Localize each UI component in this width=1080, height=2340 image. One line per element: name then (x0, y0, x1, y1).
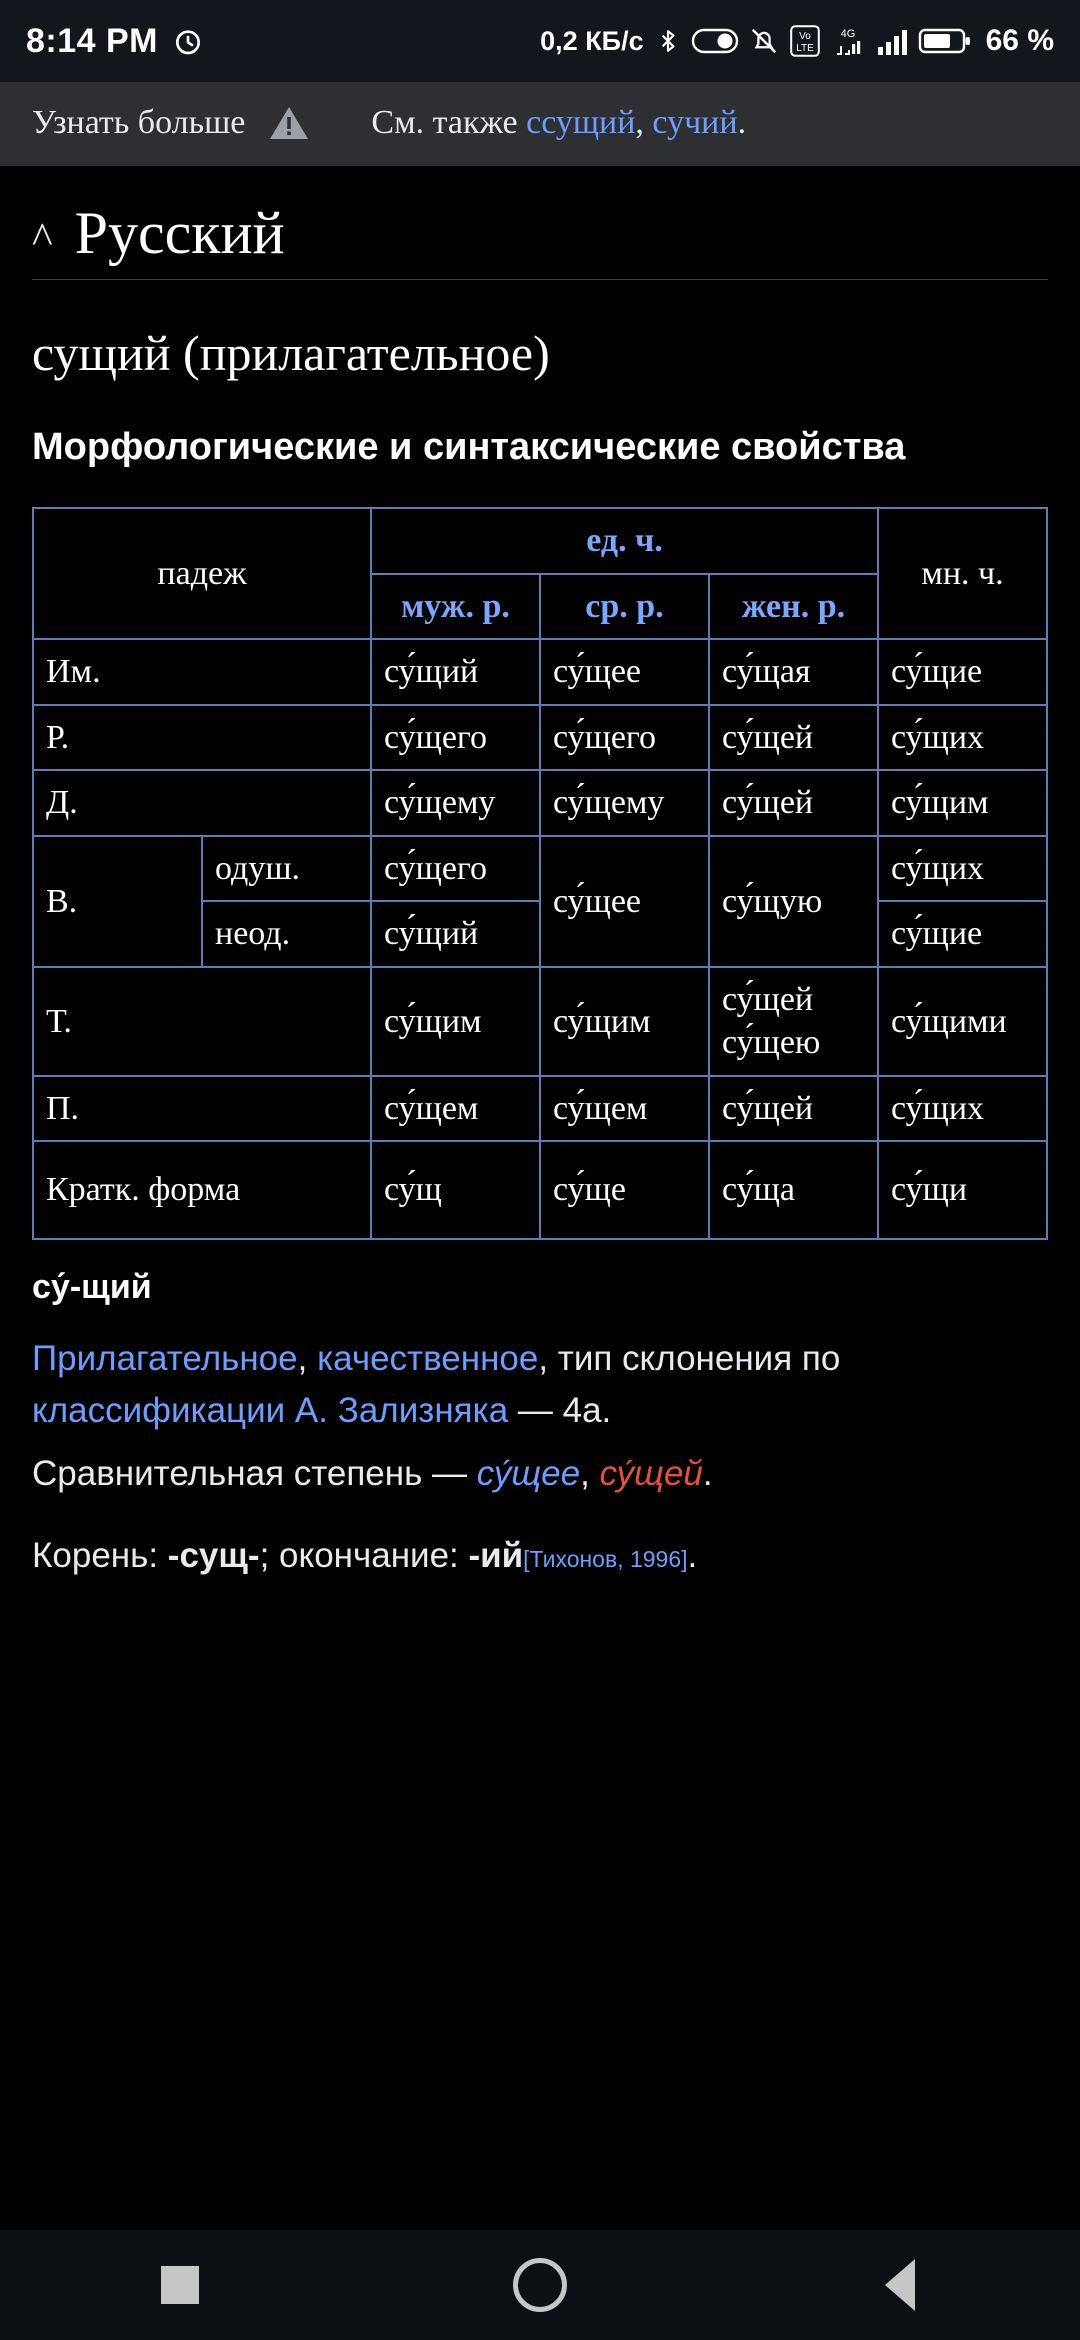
cell-acc-fem: су́щую (709, 836, 878, 967)
4g-lte-icon (831, 24, 865, 58)
see-also-link-2[interactable]: сучий (652, 104, 738, 141)
alarm-icon (172, 25, 204, 57)
table-row (33, 1141, 1047, 1239)
web-content[interactable] (0, 82, 1080, 2230)
language-section-heading[interactable] (32, 166, 1048, 280)
header-singular: ед. ч. (371, 508, 878, 574)
hyphenation-label: су́-щий (32, 1267, 152, 1306)
home-circle-icon (513, 2258, 567, 2312)
cell-acc-neut: су́щее (540, 836, 709, 967)
see-also-prefix: См. также (371, 104, 527, 141)
grammar-description-paragraph (0, 1307, 1010, 1438)
cell-nom-fem: су́щая (709, 639, 878, 705)
comparative-label: Сравнительная степень — (32, 1453, 477, 1493)
row-case-prepositional: П. (33, 1076, 371, 1142)
data-rate-label: 0,2 КБ/с (540, 25, 644, 56)
cell-gen-masc: су́щего (371, 705, 540, 771)
cell-prep-masc: су́щем (371, 1076, 540, 1142)
row-case-dative: Д. (33, 770, 371, 836)
header-plural: мн. ч. (878, 508, 1047, 639)
cell-dat-neut: су́щему (540, 770, 709, 836)
qualitative-link[interactable]: качественное (317, 1338, 539, 1378)
cell-dat-masc: су́щему (371, 770, 540, 836)
recents-square-icon (161, 2266, 199, 2304)
status-clock: 8:14 PM (26, 21, 158, 60)
header-masculine: муж. р. (371, 574, 540, 640)
cell-gen-neut: су́щего (540, 705, 709, 771)
battery-percent-label: 66 % (985, 24, 1054, 57)
cell-acc-plural-inanimate: су́щие (878, 901, 1047, 967)
see-also-link-1[interactable]: ссущий (526, 104, 636, 141)
comparative-form-1[interactable]: су́щее (476, 1453, 581, 1493)
cell-ins-fem: су́щей су́щею (709, 967, 878, 1076)
cell-nom-masc: су́щий (371, 639, 540, 705)
row-case-short-form: Кратк. форма (33, 1141, 371, 1239)
entry-word-title: сущий (прилагательное) (32, 325, 550, 381)
morphology-subheading: Морфологические и синтаксические свойства (32, 426, 906, 468)
cell-nom-plural: су́щие (878, 639, 1047, 705)
see-also-period: . (737, 104, 747, 141)
table-row (33, 705, 1047, 771)
row-case-genitive: Р. (33, 705, 371, 771)
row-case-nominative: Им. (33, 639, 371, 705)
see-also-separator: , (635, 104, 653, 141)
row-case-instrumental: Т. (33, 967, 371, 1076)
row-sub-inanimate: неод. (202, 901, 371, 967)
grammar-comma: , (297, 1338, 318, 1378)
table-row (33, 770, 1047, 836)
cell-gen-plural: су́щих (878, 705, 1047, 771)
morpheme-period: . (687, 1536, 698, 1576)
row-case-accusative: В. (33, 836, 202, 967)
status-bar (0, 0, 1080, 82)
cell-short-neut: су́ще (540, 1141, 709, 1239)
warning-triangle-icon (269, 105, 309, 141)
declension-table-wrapper (0, 473, 1080, 1240)
bluetooth-icon (655, 26, 681, 56)
home-button[interactable] (470, 2230, 610, 2340)
recents-button[interactable] (110, 2230, 250, 2340)
reference-link[interactable]: [Тихонов, 1996] (523, 1546, 688, 1573)
cell-acc-masc-inanimate: су́щий (371, 901, 540, 967)
see-also-text (371, 104, 746, 142)
learn-more-link[interactable]: Узнать больше (32, 104, 246, 141)
cell-ins-neut: су́щим (540, 967, 709, 1076)
cell-prep-neut: су́щем (540, 1076, 709, 1142)
svg-text:LTE: LTE (795, 43, 814, 54)
back-button[interactable] (830, 2230, 970, 2340)
notice-left-group[interactable] (32, 104, 309, 142)
battery-icon (919, 27, 971, 55)
comparative-period: . (702, 1453, 713, 1493)
chevron-up-icon[interactable]: ^ (32, 214, 53, 263)
comparative-form-2[interactable]: су́щей (599, 1453, 703, 1493)
cell-short-masc: су́щ (371, 1141, 540, 1239)
svg-text:4G: 4G (840, 28, 855, 40)
signal-bars-icon (876, 25, 908, 57)
cell-dat-fem: су́щей (709, 770, 878, 836)
root-morpheme: -сущ- (167, 1536, 260, 1576)
cell-gen-fem: су́щей (709, 705, 878, 771)
adjective-link[interactable]: Прилагательное (32, 1338, 298, 1378)
table-header-row-1 (33, 508, 1047, 574)
morpheme-label: Корень: (32, 1536, 168, 1576)
cell-dat-plural: су́щим (878, 770, 1047, 836)
zaliznyak-tail-text: — 4a. (508, 1391, 612, 1431)
grammar-tail-text: , тип склонения по (538, 1338, 841, 1378)
table-row (33, 967, 1047, 1076)
cell-nom-neut: су́щее (540, 639, 709, 705)
cell-acc-plural-animate: су́щих (878, 836, 1047, 902)
system-navigation-bar (0, 2230, 1080, 2340)
cell-ins-plural: су́щими (878, 967, 1047, 1076)
cell-ins-masc: су́щим (371, 967, 540, 1076)
bell-mute-icon (749, 26, 779, 56)
cell-acc-masc-animate: су́щего (371, 836, 540, 902)
status-bar-left (26, 22, 204, 61)
back-triangle-icon (885, 2259, 915, 2311)
row-sub-animate: одуш. (202, 836, 371, 902)
table-row (33, 639, 1047, 705)
ending-morpheme: -ий (468, 1536, 524, 1576)
morpheme-paragraph (0, 1500, 1010, 1576)
cell-prep-fem: су́щей (709, 1076, 878, 1142)
cell-prep-plural: су́щих (878, 1076, 1047, 1142)
header-feminine: жен. р. (709, 574, 878, 640)
status-bar-right (540, 24, 1054, 58)
comparative-paragraph (0, 1438, 1010, 1501)
table-row (33, 1076, 1047, 1142)
table-row (33, 836, 1047, 902)
notice-bar (0, 82, 1080, 166)
zaliznyak-link[interactable]: классификации А. Зализняка (32, 1391, 509, 1431)
header-neuter: ср. р. (540, 574, 709, 640)
comparative-separator: , (580, 1453, 600, 1493)
header-case: падеж (33, 508, 371, 639)
volte-icon (790, 25, 820, 57)
cell-short-plural: су́щи (878, 1141, 1047, 1239)
svg-text:Vo: Vo (798, 31, 811, 42)
cell-short-fem: су́ща (709, 1141, 878, 1239)
language-title: Русский (74, 200, 285, 266)
declension-table (32, 507, 1048, 1240)
morpheme-mid-text: ; окончание: (259, 1536, 469, 1576)
data-saver-icon (692, 27, 738, 55)
